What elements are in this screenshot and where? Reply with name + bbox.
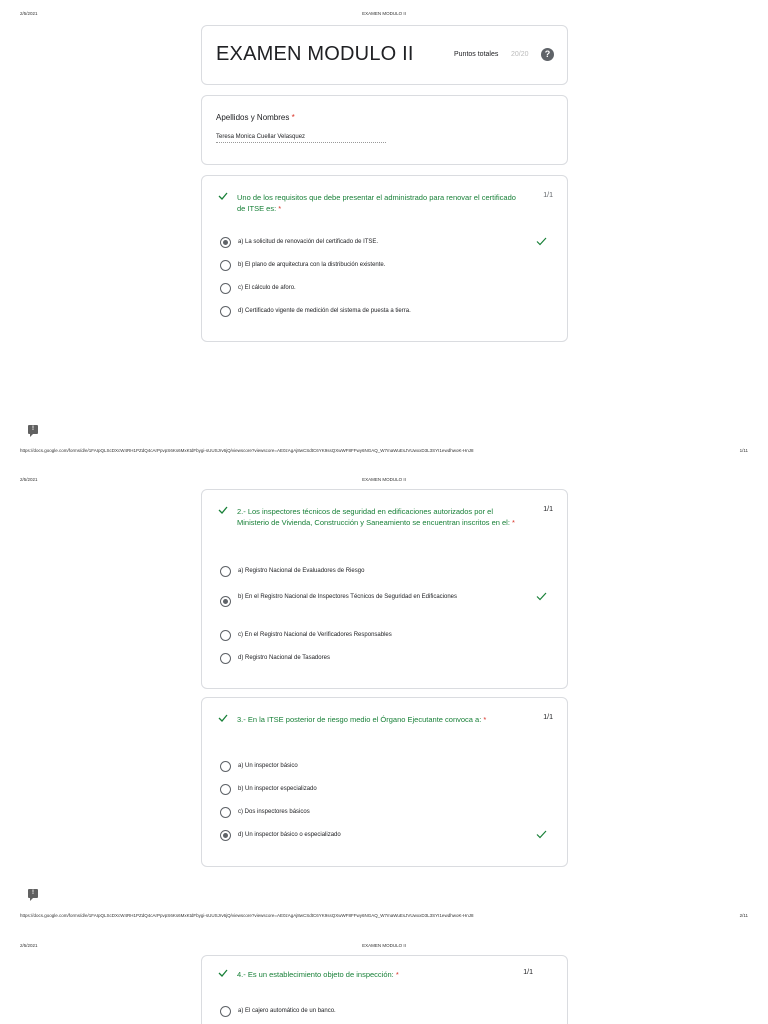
print-page-number: 2/11 [739,913,748,918]
required-mark: * [291,113,295,122]
question-score: 1/1 [543,714,553,721]
print-url: https://docs.google.com/forms/d/e/1FAIpQLScDXcW4RH1PZdQ4cArPpvpS6Ks6MxKtdFbygi-sUUSJrv6jQ/viewscore?viewscore=AE0zAgAj8wCSdtC6YK9ssQXwWF8FFwy6NGAQ_W7maWuEsJVUwxxD3L3SYI1ewdhwoK-HnJ8 [20,913,474,918]
print-footer [20,448,748,458]
question-text: 4.- Es un establecimiento objeto de inspección: * [237,970,399,979]
option-a[interactable]: a) Un inspector básico [220,760,553,774]
check-icon [218,506,228,514]
total-points-label: Puntos totales [454,51,499,58]
question-text: Uno de los requisitos que debe presentar el administrado para renovar el certificado de ITSE es: * [237,193,516,213]
name-question-card [201,95,568,165]
form-title: EXAMEN MODULO II [216,43,414,65]
check-icon [218,192,228,200]
print-date: 2/5/2021 [20,477,38,482]
print-footer [20,913,748,923]
radio-icon[interactable] [220,784,231,795]
option-b[interactable]: b) En el Registro Nacional de Inspectores Técnicos de Seguridad en Edificaciones [220,591,553,613]
check-icon [218,714,228,722]
question-card [201,489,568,689]
radio-icon[interactable] [220,306,231,317]
print-title: EXAMEN MODULO II [362,943,406,948]
radio-icon[interactable] [220,260,231,271]
print-page-number: 1/11 [739,448,748,453]
feedback-icon[interactable]: ! [28,425,38,434]
question-score: 1/1 [543,192,553,199]
form-title-card [201,25,568,85]
radio-icon[interactable] [220,761,231,772]
correct-check-icon [536,830,547,839]
radio-selected-icon[interactable] [220,237,231,248]
name-answer: Teresa Monica Cuellar Velasquez [216,134,386,143]
radio-icon[interactable] [220,1006,231,1017]
print-date: 2/5/2021 [20,11,38,16]
option-c[interactable]: c) Dos inspectores básicos [220,806,553,820]
option-d[interactable]: d) Certificado vigente de medición del sistema de puesta a tierra. [220,305,553,319]
correct-check-icon [536,237,547,246]
question-text: 3.- En la ITSE posterior de riesgo medio el Órgano Ejecutante convoca a: * [237,715,487,724]
option-b[interactable]: b) Un inspector especializado [220,783,553,797]
radio-icon[interactable] [220,630,231,641]
radio-icon[interactable] [220,807,231,818]
option-a[interactable]: a) Registro Nacional de Evaluadores de Riesgo [220,565,553,579]
radio-icon[interactable] [220,283,231,294]
option-d[interactable]: d) Un inspector básico o especializado [220,829,553,843]
radio-selected-icon[interactable] [220,596,231,607]
question-card [201,175,568,342]
print-header [20,11,748,21]
total-points-value: 20/20 [511,51,529,58]
print-header [20,477,748,487]
check-icon [218,969,228,977]
correct-check-icon [536,592,547,601]
question-card [201,697,568,867]
radio-icon[interactable] [220,566,231,577]
print-header [20,943,748,953]
option-d[interactable]: d) Registro Nacional de Tasadores [220,652,553,666]
feedback-icon[interactable]: ! [28,889,38,898]
question-text: 2.- Los inspectores técnicos de seguridad en edificaciones autorizados por el Ministerio de Vivienda, Construcción y Saneamiento se encuentran inscritos en el: * [237,507,515,527]
option-a[interactable]: a) La solicitud de renovación del certificado de ITSE. [220,236,553,250]
radio-selected-icon[interactable] [220,830,231,841]
print-title: EXAMEN MODULO II [362,477,406,482]
option-b[interactable]: b) El plano de arquitectura con la distribución existente. [220,259,553,273]
question-score: 1/1 [543,506,553,513]
print-title: EXAMEN MODULO II [362,11,406,16]
question-score: 1/1 [523,969,533,976]
print-date: 2/5/2021 [20,943,38,948]
print-url: https://docs.google.com/forms/d/e/1FAIpQLScDXcW4RH1PZdQ4cArPpvpS6Ks6MxKtdFbygi-sUUSJrv6jQ/viewscore?viewscore=AE0zAgAj8wCSdtC6YK9ssQXwWF8FFwy6NGAQ_W7maWuEsJVUwxxD3L3SYI1ewdhwoK-HnJ8 [20,448,474,453]
option-c[interactable]: c) En el Registro Nacional de Verificadores Responsables [220,629,553,643]
radio-icon[interactable] [220,653,231,664]
name-label: Apellidos y Nombres * [216,113,295,122]
option-c[interactable]: c) El cálculo de aforo. [220,282,553,296]
question-card [201,955,568,1024]
option-a[interactable]: a) El cajero automático de un banco. [220,1005,553,1019]
help-icon[interactable]: ? [541,48,554,61]
